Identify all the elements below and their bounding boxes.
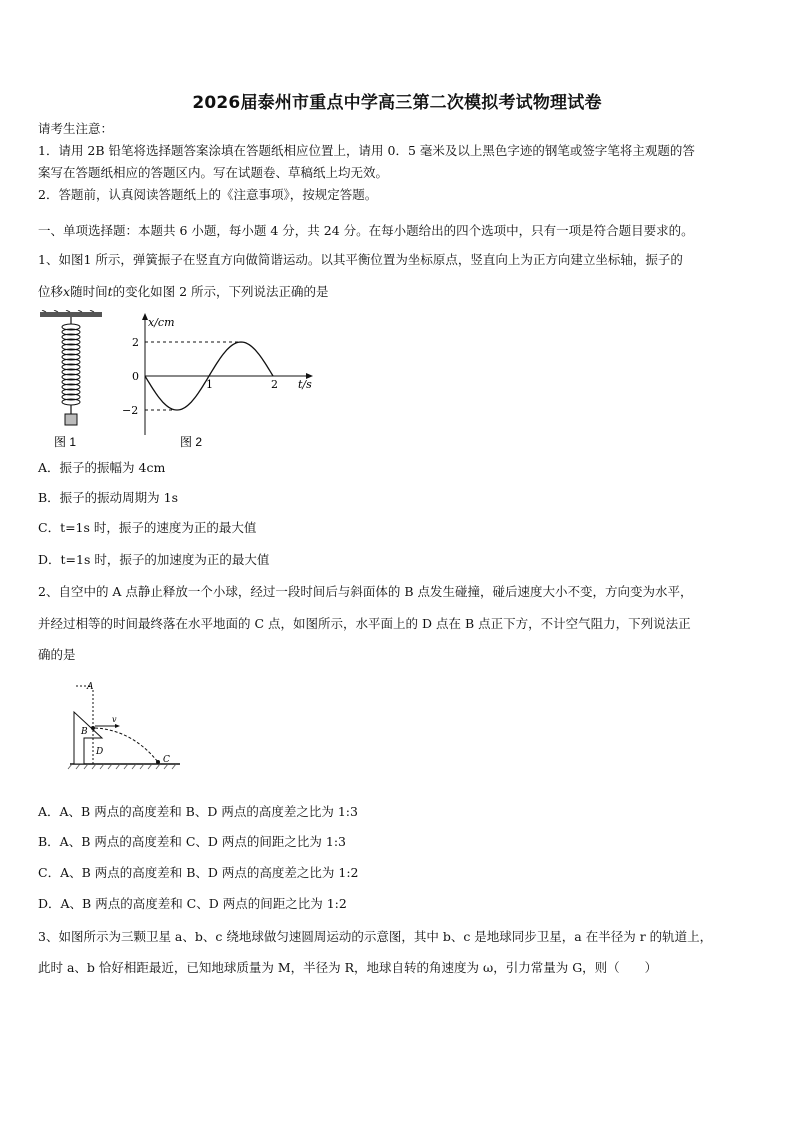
trajectory (95, 728, 158, 762)
tick-x-2: 2 (271, 378, 278, 391)
q2-line-2: 并经过相等的时间最终落在水平地面的 C 点，如图所示，水平面上的 D 点在 B 点正下方，不计空气阻力，下列说法正 (38, 616, 691, 631)
ball (91, 726, 95, 730)
q1-var-t: t (107, 284, 113, 299)
q1-option-c[interactable]: C．t=1s 时，振子的速度为正的最大值 (38, 520, 257, 535)
spring-coil (62, 324, 80, 405)
section-heading: 一、单项选择题：本题共 6 小题，每小题 4 分，共 24 分。在每小题给出的四个选项中，只有一项是符合题目要求的。 (38, 223, 694, 238)
q1-text: 的变化如图 2 所示，下列说法正确的是 (112, 284, 329, 299)
y-axis-label: x/cm (148, 316, 175, 329)
q1-var-x: x (63, 284, 71, 299)
oscillator-mass (65, 414, 77, 425)
notice-item-1-line-1: 1．请用 2B 铅笔将选择题答案涂填在答题纸相应位置上，请用 0．5 毫米及以上黑色字迹的钢笔或签字笔将主观题的答 (38, 143, 695, 158)
q2-option-c[interactable]: C．A、B 两点的高度差和 B、D 两点的高度差之比为 1:2 (38, 865, 359, 880)
tick-y-2: 2 (132, 336, 139, 349)
point-c-label: C (163, 755, 170, 765)
q1-line-1: 1、如图1 所示，弹簧振子在竖直方向做简谐运动。以其平衡位置为坐标原点，竖直向上为正方向建立坐标轴，振子的 (38, 252, 683, 267)
notice-item-2: 2．答题前，认真阅读答题纸上的《注意事项》，按规定答题。 (38, 187, 378, 202)
point-a-label: A (87, 682, 94, 692)
page-title: 2026届泰州市重点中学高三第二次模拟考试物理试卷 (192, 93, 602, 113)
displacement-time-graph (118, 310, 328, 450)
projectile-incline-figure (62, 678, 187, 778)
notice-item-1-line-2: 案写在答题纸相应的答题区内。写在试题卷、草稿纸上均无效。 (38, 165, 389, 180)
notice-heading: 请考生注意： (38, 121, 114, 136)
q2-option-b[interactable]: B．A、B 两点的高度差和 C、D 两点的间距之比为 1:3 (38, 834, 346, 849)
q1-text: 随时间 (70, 284, 108, 299)
x-axis-label: t/s (298, 378, 312, 391)
fig-1-label: 图 1 (54, 435, 77, 449)
tick-y-neg-2: −2 (122, 404, 139, 417)
fig-2-label: 图 2 (180, 435, 203, 449)
tick-y-0: 0 (132, 370, 139, 383)
q1-option-d[interactable]: D．t=1s 时，振子的加速度为正的最大值 (38, 552, 270, 567)
q1-option-a[interactable]: A．振子的振幅为 4cm (38, 460, 166, 475)
q1-text: 位移 (38, 284, 64, 299)
q2-line-3: 确的是 (38, 647, 76, 662)
q2-option-d[interactable]: D．A、B 两点的高度差和 C、D 两点的间距之比为 1:2 (38, 896, 347, 911)
q2-line-1: 2、自空中的 A 点静止释放一个小球，经过一段时间后与斜面体的 B 点发生碰撞，碰后速度大小不变，方向变为水平， (38, 584, 693, 599)
q1-line-2 (38, 282, 760, 300)
notice-block (38, 118, 758, 206)
point-b-label: B (81, 727, 88, 737)
q3-line-1: 3、如图所示为三颗卫星 a、b、c 绕地球做匀速圆周运动的示意图，其中 b、c 是地球同步卫星，a 在半径为 r 的轨道上， (38, 929, 713, 944)
point-d-label: D (96, 747, 104, 757)
tick-x-1: 1 (206, 378, 213, 391)
velocity-label: v (112, 715, 117, 724)
q2-option-a[interactable]: A．A、B 两点的高度差和 B、D 两点的高度差之比为 1:3 (38, 804, 358, 819)
spring-oscillator-figure (40, 310, 110, 450)
q1-option-b[interactable]: B．振子的振动周期为 1s (38, 490, 179, 505)
q3-line-2: 此时 a、b 恰好相距最近，已知地球质量为 M，半径为 R，地球自转的角速度为 ω，引力常量为 G，则（ ） (38, 960, 658, 975)
ceiling-support (40, 312, 102, 317)
